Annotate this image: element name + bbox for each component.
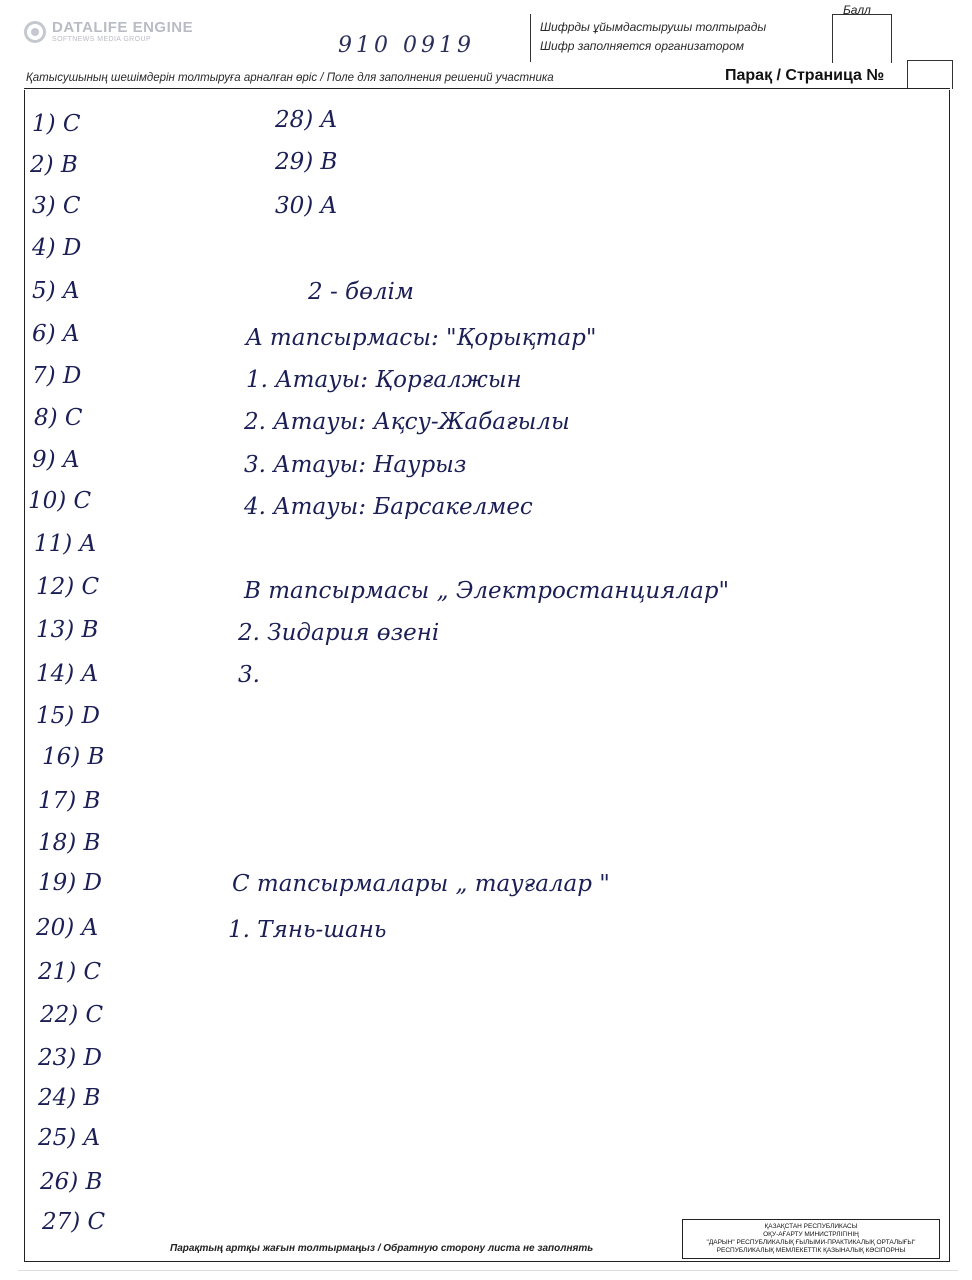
task-b-line: 3. bbox=[238, 662, 260, 688]
code-box-divider bbox=[530, 14, 531, 62]
page-number-label: Парақ / Страница № bbox=[725, 67, 885, 84]
watermark-subtitle: SOFTNEWS MEDIA GROUP bbox=[52, 36, 152, 43]
field-label: Қатысушының шешімдерін толтыруға арналған өріс / Поле для заполнения решений участника bbox=[26, 72, 554, 84]
answer-item: 22) C bbox=[40, 1002, 104, 1028]
answer-item: 25) A bbox=[38, 1125, 101, 1151]
task-b-heading: B тапсырмасы „ Электростанциялар" bbox=[244, 578, 730, 604]
participant-code: 910 0919 bbox=[338, 33, 475, 58]
watermark bbox=[24, 20, 193, 44]
task-a-line: 2. Атауы: Ақсу-Жабағылы bbox=[244, 409, 570, 435]
answer-item: 16) B bbox=[42, 744, 105, 770]
answer-item: 28) A bbox=[275, 107, 338, 133]
answer-item: 11) A bbox=[34, 531, 97, 557]
stamp-line: ОҚУ-АҒАРТУ МИНИСТРЛІГІНІҢ bbox=[763, 1231, 859, 1238]
score-box bbox=[832, 14, 892, 63]
answer-item: 8) C bbox=[34, 405, 83, 431]
header-rule bbox=[24, 88, 950, 89]
page-number-box bbox=[907, 60, 953, 89]
answer-item: 3) C bbox=[32, 193, 81, 219]
answer-item: 18) B bbox=[38, 830, 101, 856]
answer-item: 1) C bbox=[32, 111, 81, 137]
organizer-note-ru: Шифр заполняется организатором bbox=[540, 39, 744, 53]
task-b-line: 2. Зидария өзені bbox=[238, 620, 440, 646]
score-label: Балл bbox=[843, 3, 871, 17]
answer-item: 13) B bbox=[36, 617, 99, 643]
task-a-line: 1. Атауы: Қорғалжын bbox=[246, 367, 522, 393]
answer-field-frame bbox=[24, 90, 950, 1262]
organizer-note-kz: Шифрды ұйымдастырушы толтырады bbox=[540, 20, 767, 34]
answer-item: 23) D bbox=[38, 1045, 102, 1071]
answer-item: 27) C bbox=[42, 1209, 106, 1235]
answer-item: 7) D bbox=[32, 363, 82, 389]
answer-item: 4) D bbox=[32, 235, 82, 261]
section-title: 2 - бөлім bbox=[308, 279, 414, 305]
answer-item: 30) A bbox=[275, 193, 338, 219]
task-a-heading: A тапсырмасы: "Қорықтар" bbox=[246, 325, 597, 351]
answer-item: 12) C bbox=[36, 574, 100, 600]
watermark-title: DATALIFE ENGINE bbox=[52, 19, 194, 36]
answer-item: 19) D bbox=[38, 870, 102, 896]
task-c-line: 1. Тянь-шань bbox=[228, 917, 387, 943]
answer-item: 9) A bbox=[32, 447, 80, 473]
page-edge bbox=[18, 1270, 958, 1271]
task-a-line: 3. Атауы: Наурыз bbox=[244, 452, 467, 478]
answer-item: 29) B bbox=[275, 149, 338, 175]
answer-item: 21) C bbox=[38, 959, 102, 985]
stamp-line: "ДАРЫН" РЕСПУБЛИКАЛЫҚ ҒЫЛЫМИ-ПРАКТИКАЛЫҚ ОРТАЛЫҒЫ" bbox=[706, 1239, 916, 1246]
answer-item: 2) B bbox=[30, 152, 78, 178]
organization-stamp bbox=[682, 1219, 940, 1259]
answer-item: 10) C bbox=[28, 488, 92, 514]
stamp-line: ҚАЗАҚСТАН РЕСПУБЛИКАСЫ bbox=[764, 1223, 858, 1230]
answer-item: 26) B bbox=[40, 1169, 103, 1195]
answer-item: 6) A bbox=[32, 321, 80, 347]
answer-item: 14) A bbox=[36, 661, 99, 687]
task-a-line: 4. Атауы: Барсакелмес bbox=[244, 494, 533, 520]
answer-item: 24) B bbox=[38, 1085, 101, 1111]
stamp-line: РЕСПУБЛИКАЛЫҚ МЕМЛЕКЕТТІК ҚАЗЫНАЛЫҚ КӘСІПОРНЫ bbox=[716, 1247, 906, 1254]
answer-item: 20) A bbox=[36, 915, 99, 941]
back-side-note: Парақтың артқы жағын толтырмаңыз / Обратную сторону листа не заполнять bbox=[170, 1243, 594, 1254]
task-c-heading: C тапсырмалары „ тауғалар " bbox=[232, 871, 610, 897]
answer-item: 17) B bbox=[38, 788, 101, 814]
dle-logo-icon bbox=[24, 21, 46, 43]
answer-item: 15) D bbox=[36, 703, 100, 729]
answer-item: 5) A bbox=[32, 278, 80, 304]
